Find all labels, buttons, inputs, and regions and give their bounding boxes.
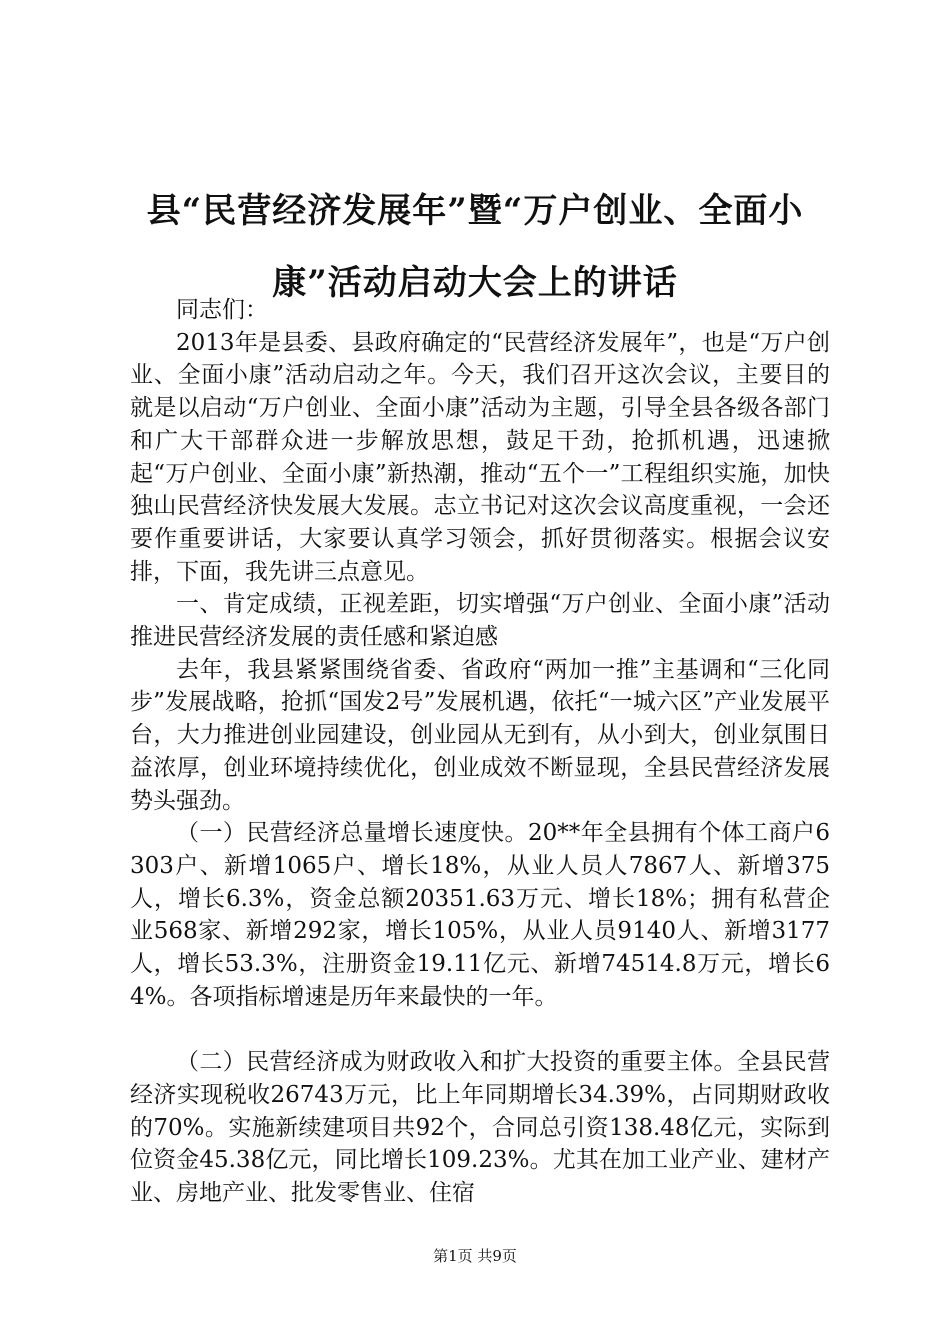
section-heading-1: 一、肯定成绩，正视差距，切实增强“万户创业、全面小康”活动推进民营经济发展的责任感和紧迫感 [130, 591, 830, 651]
document-title: 县“民营经济发展年”暨“万户创业、全面小康”活动启动大会上的讲话 [146, 191, 804, 303]
salutation-paragraph: 同志们： [176, 297, 268, 323]
page-number-footer: 第1页 共9页 [433, 1247, 517, 1265]
section-1-paragraph: 去年，我县紧紧围绕省委、省政府“两加一推”主基调和“三化同步”发展战略，抢抓“国发2号”发展机遇，依托“一城六区”产业发展平台，大力推进创业园建设，创业园从无到有，从小到大，创业氛围日益浓厚，创业环境持续优化，创业成效不断显现，全县民营经济发展势头强劲。 [130, 656, 830, 814]
subsection-2-paragraph: （二）民营经济成为财政收入和扩大投资的重要主体。全县民营经济实现税收26743万元，比上年同期增长34.39%，占同期财政收的70%。实施新续建项目共92个，合同总引资138.48亿元，实际到位资金45.38亿元，同比增长109.23%。尤其在加工业产业、建材产业、房地产业、批发零售业、住宿 [130, 1049, 830, 1206]
document-body [130, 294, 830, 1210]
subsection-1-paragraph: （一）民营经济总量增长速度快。20**年全县拥有个体工商户6303户、新增1065户、增长18%，从业人员人7867人、新增375人，增长6.3%，资金总额20351.63万元、增长18%；拥有私营企业568家、新增292家，增长105%，从业人员9140人、新增3177人，增长53.3%，注册资金19.11亿元、新增74514.8万元，增长64%。各项指标增速是历年来最快的一年。 [130, 820, 830, 1010]
intro-paragraph: 2013年是县委、县政府确定的“民营经济发展年”，也是“万户创业、全面小康”活动启动之年。今天，我们召开这次会议，主要目的就是以启动“万户创业、全面小康”活动为主题，引导全县各级各部门和广大干部群众进一步解放思想，鼓足干劲，抢抓机遇，迅速掀起“万户创业、全面小康”新热潮，推动“五个一”工程组织实施，加快独山民营经济快发展大发展。志立书记对这次会议高度重视，一会还要作重要讲话，大家要认真学习领会，抓好贯彻落实。根据会议安排，下面，我先讲三点意见。 [130, 329, 830, 585]
